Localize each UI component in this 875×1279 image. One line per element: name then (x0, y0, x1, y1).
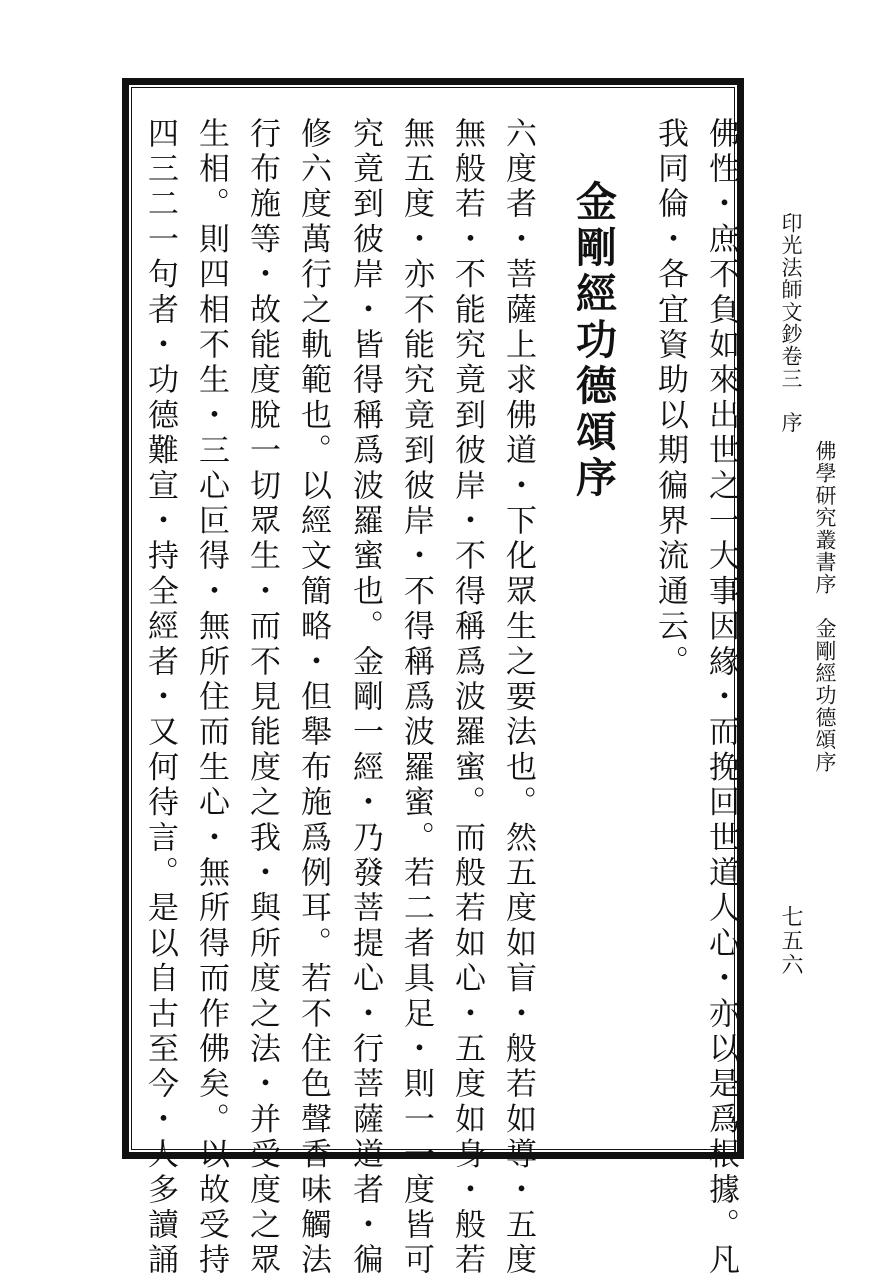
text-column-10: 四三二一句者・功德難宣・持全經者・又何待言。是以自古至今・人多讀誦 (142, 117, 178, 1279)
text-column-8: 行布施等・故能度脫一切眾生・而不見能度之我・與所度之法・并受度之眾 (244, 117, 280, 1279)
page-number: 七五六 (778, 905, 803, 977)
text-column-6: 究竟到彼岸・皆得稱爲波羅蜜也。金剛一經・乃發菩提心・行菩薩道者・徧 (347, 117, 383, 1279)
header-section-label: 序 (779, 411, 803, 434)
text-column-1: 佛性・庶不負如來出世之一大事因緣・而挽回世道人心・亦以是爲根據。凡 (703, 117, 739, 1279)
text-column-7: 修六度萬行之軌範也。以經文簡略・但舉布施爲例耳。若不住色聲香味觸法 (295, 117, 331, 1279)
section-title: 金剛經功德頌序 (569, 180, 617, 502)
text-column-9: 生相。則四相不生・三心叵得・無所住而生心・無所得而作佛矣。以故受持 (193, 117, 229, 1279)
text-column-4: 無般若・不能究竟到彼岸・不得稱爲波羅蜜。而般若如心・五度如身・般若 (449, 117, 485, 1279)
text-column-5: 無五度・亦不能究竟到彼岸・不得稱爲波羅蜜。若二者具足・則一一度皆可 (398, 117, 434, 1279)
text-column-3: 六度者・菩薩上求佛道・下化眾生之要法也。然五度如盲・般若如導・五度 (500, 117, 536, 1279)
header-items: 佛學研究叢書序 金剛經功德頌序 (813, 440, 837, 773)
text-column-2: 我同倫・各宜資助以期徧界流通云。 (652, 117, 688, 681)
header-book-title (780, 212, 801, 434)
header-book-label: 印光法師文鈔卷三 (779, 212, 803, 390)
